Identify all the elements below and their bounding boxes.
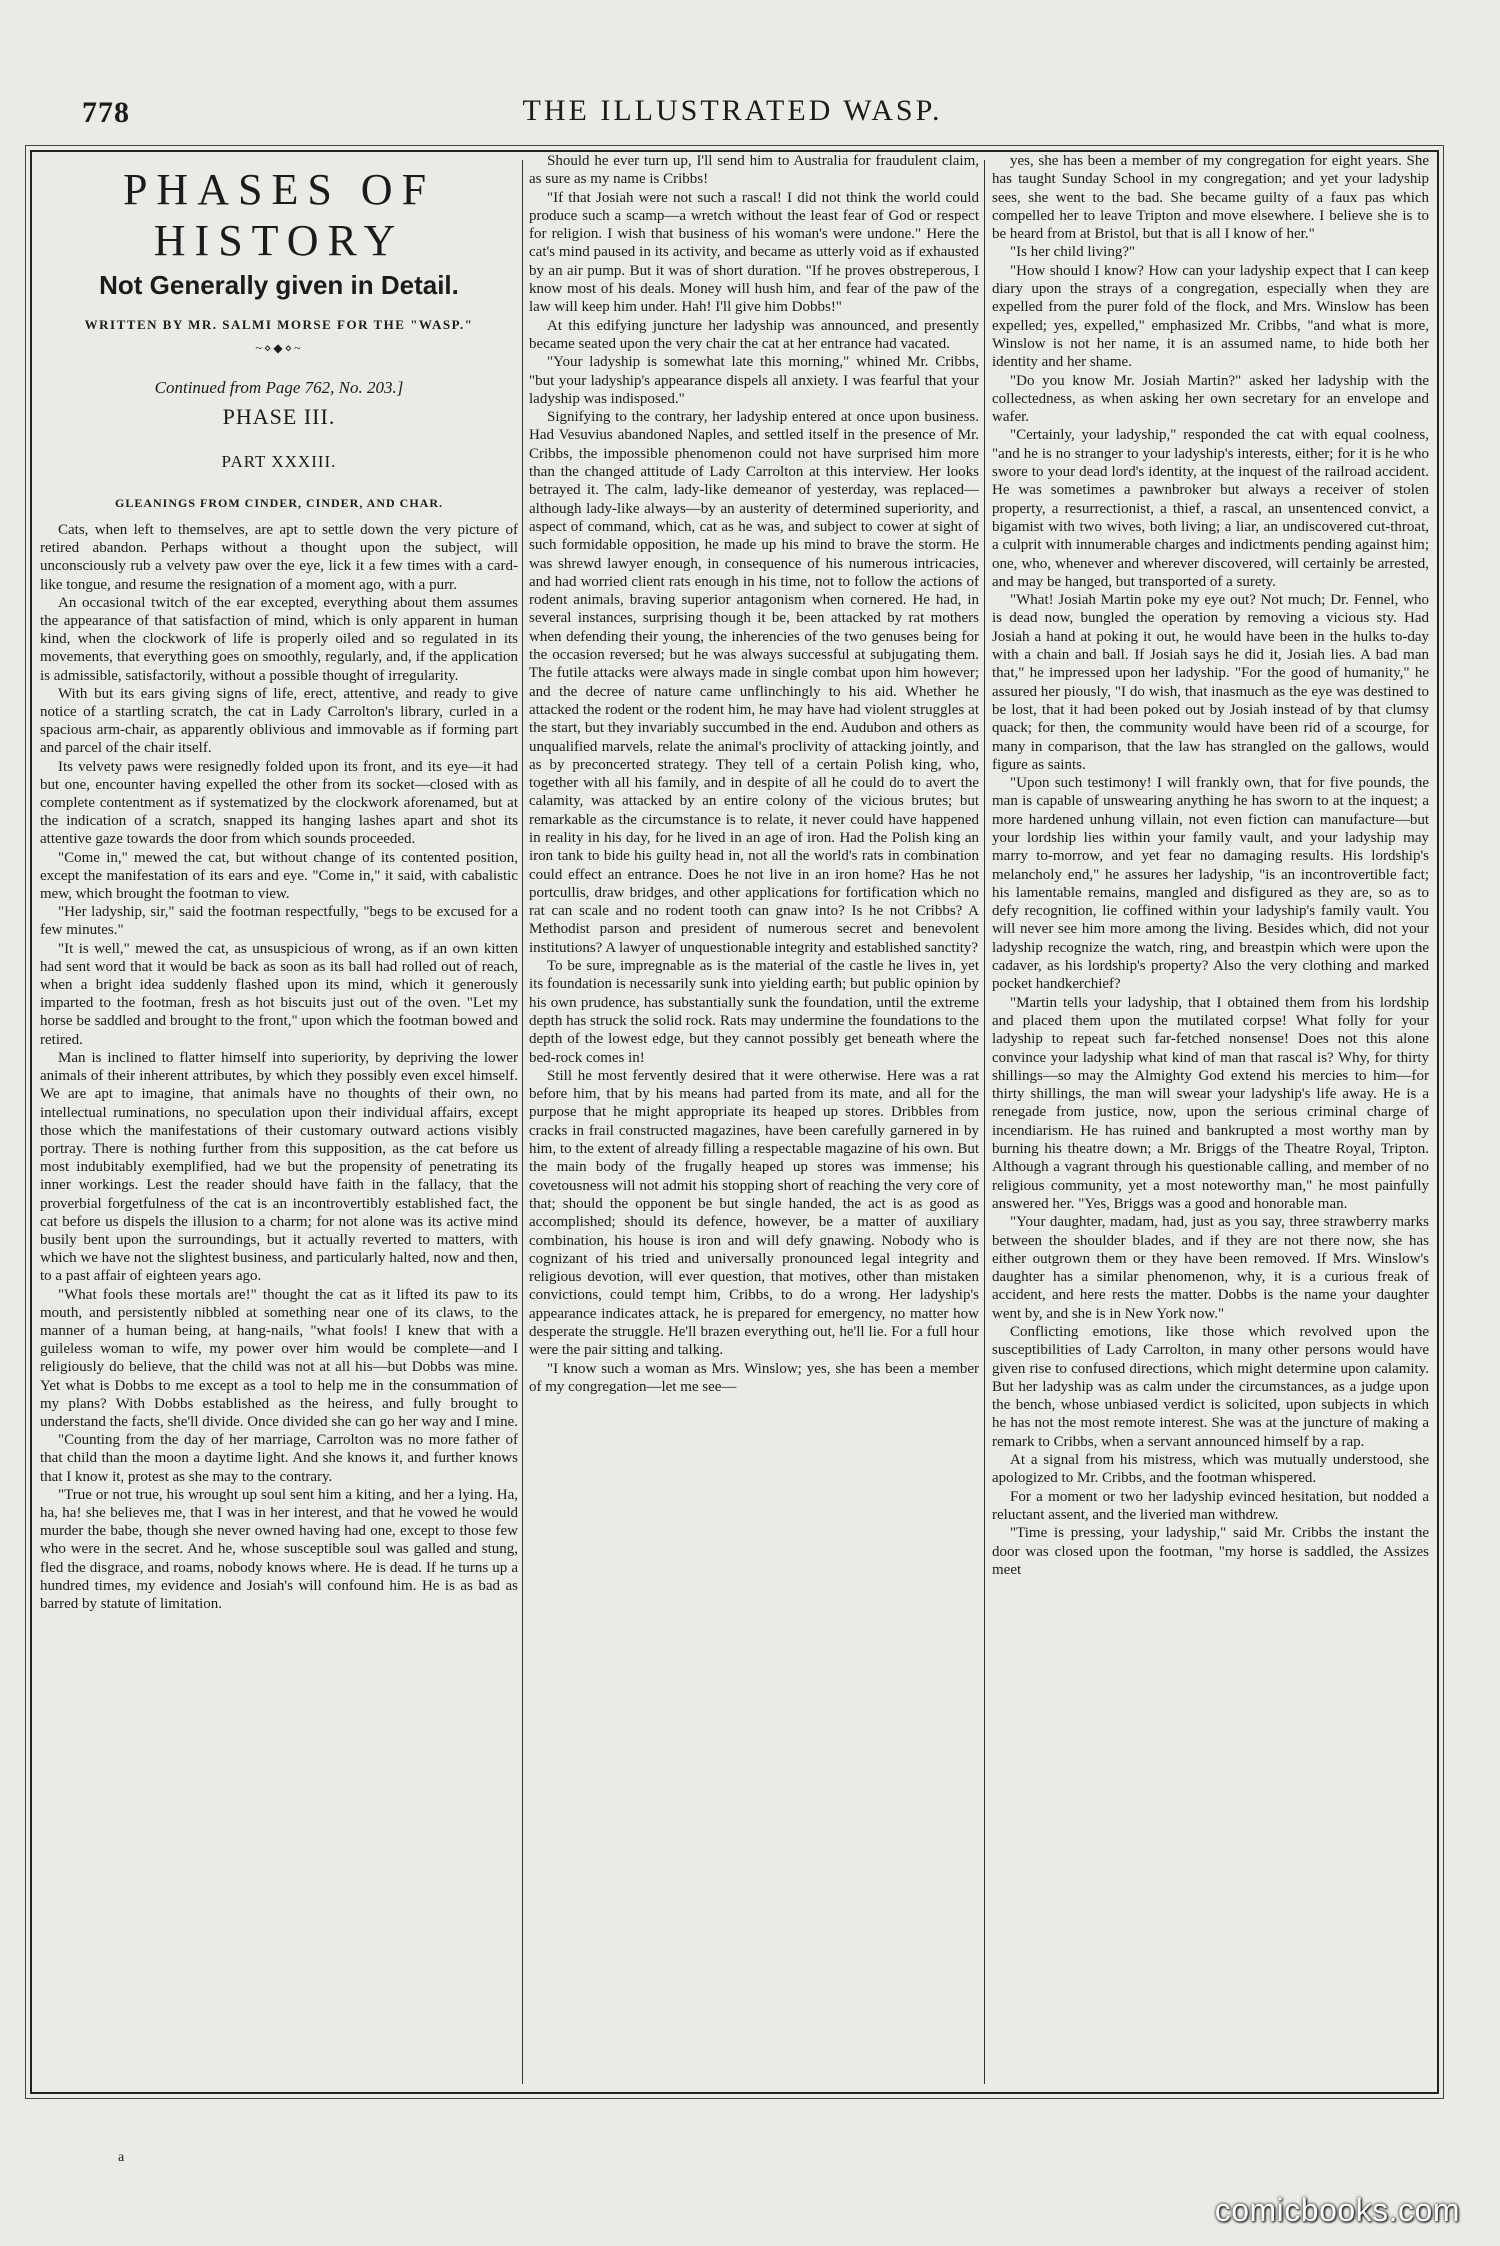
article-paragraph: yes, she has been a member of my congregation for eight years. She has taught Sunday School in my congregation; and yet your ladyship sees, she went to the bad. She became guilty of a faux pas which compelled her to leave Tripton and move elsewhere. I believe she is to be heard from at Bristol, but that is all I know of her." xyxy=(992,153,1429,243)
article-paragraph: "Come in," mewed the cat, but without change of its contented position, except the manifestation of its ears and eye. "Come in," it said, with cabalistic mew, which brought the footman to view. xyxy=(40,849,518,903)
article-paragraph: "Upon such testimony! I will frankly own, that for five pounds, the man is capable of unswearing anything he has sworn to at the inquest; a more hardened unhung villain, not even fiction can manufacture—but your lordship lies within your family vault, and your ladyship may marry to-morrow, and yet fear no damaging results. His lordship's melancholy end," he assures her ladyship, "is an incontrovertible fact; his lamentable remains, mangled and disfigured as they are, so as to defy recognition, lie coffined within your ladyship's family vault. You will never see him more among the living. Besides which, did not your ladyship recognize the watch, ring, and breastpin which were upon the cadaver, as his lordship's property? Also the very clothing and marked pocket handkerchief? xyxy=(992,775,1429,993)
article-paragraph: For a moment or two her ladyship evinced hesitation, but nodded a reluctant assent, and the liveried man withdrew. xyxy=(992,1488,1429,1523)
page-mark: a xyxy=(118,2150,125,2165)
column-rule xyxy=(984,160,985,2084)
article-paragraph: Man is inclined to flatter himself into superiority, by depriving the lower animals of their inherent attributes, by which they possibly even excel himself. We are apt to imagine, that animals have no thoughts of their own, no intellectual ruminations, no speculation upon their individual affairs, except those which the manifestations of their customary outward actions visibly portray. There is nothing further from this supposition, as the cat before us most indubitably exemplified, had we but the propensity of penetrating its inner workings. Lest the reader should have faith in the fallacy, that the proverbial forgetfulness of the cat is an incontrovertibly established fact, the cat before us dispels the illusion to a charm; for not alone was its active mind busily bent upon the surroundings, but it actually reverted to matters, with which we have not the slightest business, and particularly halted, now and then, to a past affair of eighteen years ago. xyxy=(40,1049,518,1285)
article-paragraph: "It is well," mewed the cat, as unsuspicious of wrong, as if an own kitten had sent word that it would be back as soon as its ball had rolled out of reach, when a bright idea suddenly flashed upon its mind, which it generously imparted to the footman, fresh as hot biscuits just out of the oven. "Let my horse be saddled and brought to the front," upon which the footman bowed and retired. xyxy=(40,940,518,1048)
phase-heading: PHASE III. xyxy=(222,404,336,429)
article-paragraph: "What! Josiah Martin poke my eye out? Not much; Dr. Fennel, who is dead now, bungled the operation by removing a vicious sty. Had Josiah a hand at poking it out, he would have been in the hulks to-day with a chain and ball. If Josiah says he did it, Josiah lies. A bad man that," he impressed upon her ladyship. "For the good of humanity," he assured her piously, "I do wish, that inasmuch as the eye was destined to be lost, that it had been poked out by Josiah instead of by that clumsy quack; for then, the community would have been rid of a scourge, for many in comparison, that the law has strangled on the gallows, would figure as saints. xyxy=(992,592,1429,773)
article-paragraph: "What fools these mortals are!" thought the cat as it lifted its paw to its mouth, and persistently nibbled at something near one of its claws, to the manner of a human being, at hang-nails, "what fools! I knew that with a guileless woman to wife, my power over him would be complete—and I religiously do believe, that the child was not at all his—but Dobbs was mine. Yet what is Dobbs to me except as a tool to help me in the consummation of my plans? With Dobbs established as the heiress, and fully brought to understand the facts, she'll divide. Once divided she can go her way and I mine. xyxy=(40,1286,518,1430)
article-paragraph: Cats, when left to themselves, are apt to settle down the very picture of retired abandon. Perhaps without a thought upon the subject, will unconsciously rub a velvety paw over the eye, lick it a few times with a card-like tongue, and resume the resignation of a moment ago, with a purr. xyxy=(40,522,518,593)
title-block xyxy=(40,164,518,356)
article-paragraph: "If that Josiah were not such a rascal! I did not think the world could produce such a scamp—a wretch without the least fear of God or respect for religion. I wish that business of his woman's were undone." Here the cat's mind paused in its activity, and became as utterly void as if exhausted by an air pump. But it was of short duration. "If he proves obstreperous, I know most of his deals. Money will hush him, and fear of the paw of the law will keep him under. Hah! I'll give him Dobbs!" xyxy=(529,189,979,316)
part-heading: PART XXXIII. xyxy=(221,452,337,471)
article-title: PHASES OF HISTORY xyxy=(122,165,436,265)
site-watermark: comicbooks.com xyxy=(1214,2192,1460,2228)
article-paragraph: To be sure, impregnable as is the material of the castle he lives in, yet its foundation is necessarily sunk into yielding earth; but public opinion by his own prudence, has substantially sunk the foundation, until the extreme depth has struck the solid rock. Rats may undermine the foundations to the depth of the lowest edge, but they cannot possibly get beneath where the bed-rock comes in! xyxy=(529,958,979,1066)
section-heading: GLEANINGS FROM CINDER, CINDER, AND CHAR. xyxy=(114,496,444,510)
article-paragraph: "Time is pressing, your ladyship," said Mr. Cribbs the instant the door was closed upon the footman, "my horse is saddled, the Assizes meet xyxy=(992,1525,1429,1578)
article-paragraph: With but its ears giving signs of life, erect, attentive, and ready to give notice of a startling scratch, the cat in Lady Carrolton's library, curled in a spacious arm-chair, as apparently oblivious and immovable as if forming part and parcel of the chair itself. xyxy=(40,685,518,757)
article-paragraph: Conflicting emotions, like those which revolved upon the susceptibilities of Lady Carrolton, in many other persons would have given rise to confused directions, which might determine upon calamity. But her ladyship was as calm under the circumstances, as a judge upon the bench, whose unbiased verdict is solicited, upon subjects in which he has not the most remote interest. She was at the juncture of making a remark to Cribbs, when a servant announced himself by a rap. xyxy=(992,1324,1429,1450)
column-rule xyxy=(522,160,523,2084)
masthead: THE ILLUSTRATED WASP. xyxy=(522,94,943,127)
article-paragraph: At a signal from his mistress, which was mutually understood, she apologized to Mr. Cribbs, and the footman whispered. xyxy=(992,1452,1429,1487)
column-2 xyxy=(529,152,979,2092)
article-paragraph: "Do you know Mr. Josiah Martin?" asked her ladyship with the collectedness, as when asking her own secretary for an envelope and wafer. xyxy=(992,372,1429,426)
article-paragraph: "Certainly, your ladyship," responded the cat with equal coolness, "and he is no stranger to your ladyship's interests, either; for it is he who swore to your dead lord's identity, at the inquest of the railroad accident. He was sometimes a pawnbroker but always a receiver of stolen property, a resurrectionist, a thief, a rascal, an unsentenced convict, a bigamist with two wives, both living; a liar, an undiscovered cut-throat, a culprit with innumerable charges and indictments pending against him; one, who, whenever and wherever discovered, will certainly be arrested, and may be hanged, but transported of a surety. xyxy=(992,427,1429,590)
article-paragraph: "I know such a woman as Mrs. Winslow; yes, she has been a member of my congregation—let me see— xyxy=(529,1360,979,1395)
article-paragraph: "Martin tells your ladyship, that I obtained them from his lordship and placed them upon the mutilated corpse! What folly for your ladyship to repeat such far-fetched nonsense! Does not this alone convince your ladyship what kind of man that rascal is? Why, for thirty shillings—so may the Almighty God extend his mercies to him—for thirty shillings, the man will swear your ladyship's life away. He is a renegade from justice, now, upon the serious criminal charge of incendiarism. He has ruined and bankrupted a most worthy man by burning his theatre down; a Mr. Briggs of the Theatre Royal, Tripton. Although a vagrant through his questionable calling, and member of no religious community, yet a most noteworthy man," he most painfully answered her. "Yes, Briggs was a good and honorable man. xyxy=(992,994,1429,1212)
article-paragraph: "Her ladyship, sir," said the footman respectfully, "begs to be excused for a few minutes." xyxy=(40,904,518,939)
page-header xyxy=(30,88,1435,148)
byline: WRITTEN BY MR. SALMI MORSE FOR THE "WASP." xyxy=(84,317,474,332)
article-paragraph: Still he most fervently desired that it were otherwise. Here was a rat before him, that by his means had parted from its mate, and all for the purpose that he might appropriate its heaped up stores. Dribbles from cracks in frail constructed magazines, have been carefully garnered in by him, to the extent of already filling a respectable magazine of his own. But the main body of the frugally heaped up stores was immense; his covetousness will not admit his stopping short of reaching the very core of that; should the opponent be but single handed, the act is as good as accomplished; should its defence, however, be a matter of auxiliary combination, his house is iron and will defy gnawing. Nobody who is cognizant of his tried and universally pronounced legal integrity and religious devotion, will ever question, that motives, other than mistaken convictions, could tempt him, Cribbs, to do a wrong. Her ladyship's appearance indicates attack, he is prepared for emergency, no matter how desperate the struggle. He'll brazen everything out, he'll lie. For a full hour were the pair sitting and talking. xyxy=(529,1067,979,1359)
article-paragraph: "Is her child living?" xyxy=(1010,244,1136,261)
article-paragraph: "Your ladyship is somewhat late this morning," whined Mr. Cribbs, "but your ladyship's appearance dispels all anxiety. I was fearful that your ladyship was indisposed." xyxy=(529,354,979,407)
column-3 xyxy=(992,152,1429,2092)
article-frame xyxy=(30,150,1439,2094)
article-paragraph: Its velvety paws were resignedly folded upon its front, and its eye—it had but one, encounter having expelled the other from its socket—closed with as complete contentment as if systematized by the clockwork aforenamed, but at the indication of a scratch, snapped its hanging lashes apart and shot its attentive gaze towards the door from which sounds proceeded. xyxy=(40,758,518,848)
article-paragraph: "How should I know? How can your ladyship expect that I can keep diary upon the strays of a congregation, especially when they are expelled from the purer fold of the flock, and Mrs. Winslow has been expelled; yes, expelled," emphasized Mr. Cribbs, "and what is more, Winslow is not her name, it is an assumed name, to hide both her identity and her shame. xyxy=(992,262,1429,371)
article-paragraph: An occasional twitch of the ear excepted, everything about them assumes the appearance of that satisfaction of mind, which is only apparent in human kind, when the clockwork of life is properly oiled and so regulated in its movements, that everything goes on smoothly, regularly, and, if the application is admissible, satisfactorily, without a possible thought of irregularity. xyxy=(40,594,518,684)
column-1 xyxy=(40,152,518,2092)
article-paragraph: "Counting from the day of her marriage, Carrolton was no more father of that child than the moon a daytime light. And she knows it, and further knows that I know it, protest as she may to the contrary. xyxy=(40,1432,518,1485)
article-subtitle: Not Generally given in Detail. xyxy=(99,270,459,300)
article-paragraph: Should he ever turn up, I'll send him to Australia for fraudulent claim, as sure as my name is Cribbs! xyxy=(529,153,979,188)
continued-note: Continued from Page 762, No. 203.] xyxy=(154,378,404,397)
article-paragraph: Signifying to the contrary, her ladyship entered at once upon business. Had Vesuvius abandoned Naples, and settled itself in the presence of Mr. Cribbs, the impossible phenomenon could not have surprised him more than the changed attitude of Lady Carrolton at this interview. Her looks betrayed it. The calm, lady-like demeanor of yesterday, was replaced—although lady-like always—by an austerity of determined superiority, and aspect of command, which, cat as he was, and subject to cower at sight of such formidable opposition, he made up his mind to brave the storm. He was shrewd lawyer enough, in consequence of his numerous intricacies, and had worried client rats enough in his time, not to follow the actions of rodent animals, braving superior antagonism when cornered. He had, in several instances, surprising though it be, been attacked by rat mothers when defending their young, the inherencies of the two genuses being for the occasion reversed; but he was always successful at subjugating them. The futile attacks were always made in single combat upon him however; and the decree of nature came unflinchingly to his aid. Whether he attacked the rodent or the rodent him, he may have had violent struggles at the start, but they invariably succumbed in the end. Audubon and others as unqualified marvels, relate the animal's proclivity of attacking jointly, and as by preconcerted strategy. They tell of a certain Polish king, who, together with all his family, and in despite of all he could do to avert the calamity, was attacked by an entire colony of the vicious brutes; but remarkable as the circumstance is to relate, it never could have happened in reality in his day, for he lived in an age of iron. Had the Polish king an iron tank to bide his guilty head in, not all the world's rats in combination could effect an entrance. Does he not live in an iron home? Has he not portcullis, draw bridges, and other applications for fortification which no rat can scale and no rodent tooth can gnaw into? Is he not Cribbs? A Methodist parson and president of numerous secret and benevolent institutions? A lawyer of unquestionable integrity and established sanctity? xyxy=(529,409,979,956)
column-2-body xyxy=(529,152,979,1396)
column-3-body xyxy=(992,152,1429,1579)
article-paragraph: "Your daughter, madam, had, just as you say, three strawberry marks between the shoulder blades, and if they are not there now, she has either outgrown them or they have been removed. If Mrs. Winslow's daughter has a similar phenomenon, why, it is a curious freak of accident, and here rests the matter. Dobbs is the name your daughter went by, and she is in New York now." xyxy=(992,1214,1429,1322)
article-paragraph: At this edifying juncture her ladyship was announced, and presently became seated upon the very chair the cat at her entrance had vacated. xyxy=(529,317,979,352)
page-number: 778 xyxy=(82,96,130,129)
ornament-divider: ~⋄◆⋄~ xyxy=(255,341,303,355)
column-1-body xyxy=(40,521,518,1613)
article-paragraph: "True or not true, his wrought up soul sent him a kiting, and her a lying. Ha, ha, ha! she believes me, that I was in her interest, and that he vowed he would murder the babe, though she never owned having had one, except to those few who were in the secret. And he, whose susceptible soul was galled and stung, fled the disgrace, and roams, nobody knows where. He is dead. If he turns up a hundred times, my evidence and Josiah's will confound him. He is as bad as barred by statute of limitation. xyxy=(40,1486,518,1612)
